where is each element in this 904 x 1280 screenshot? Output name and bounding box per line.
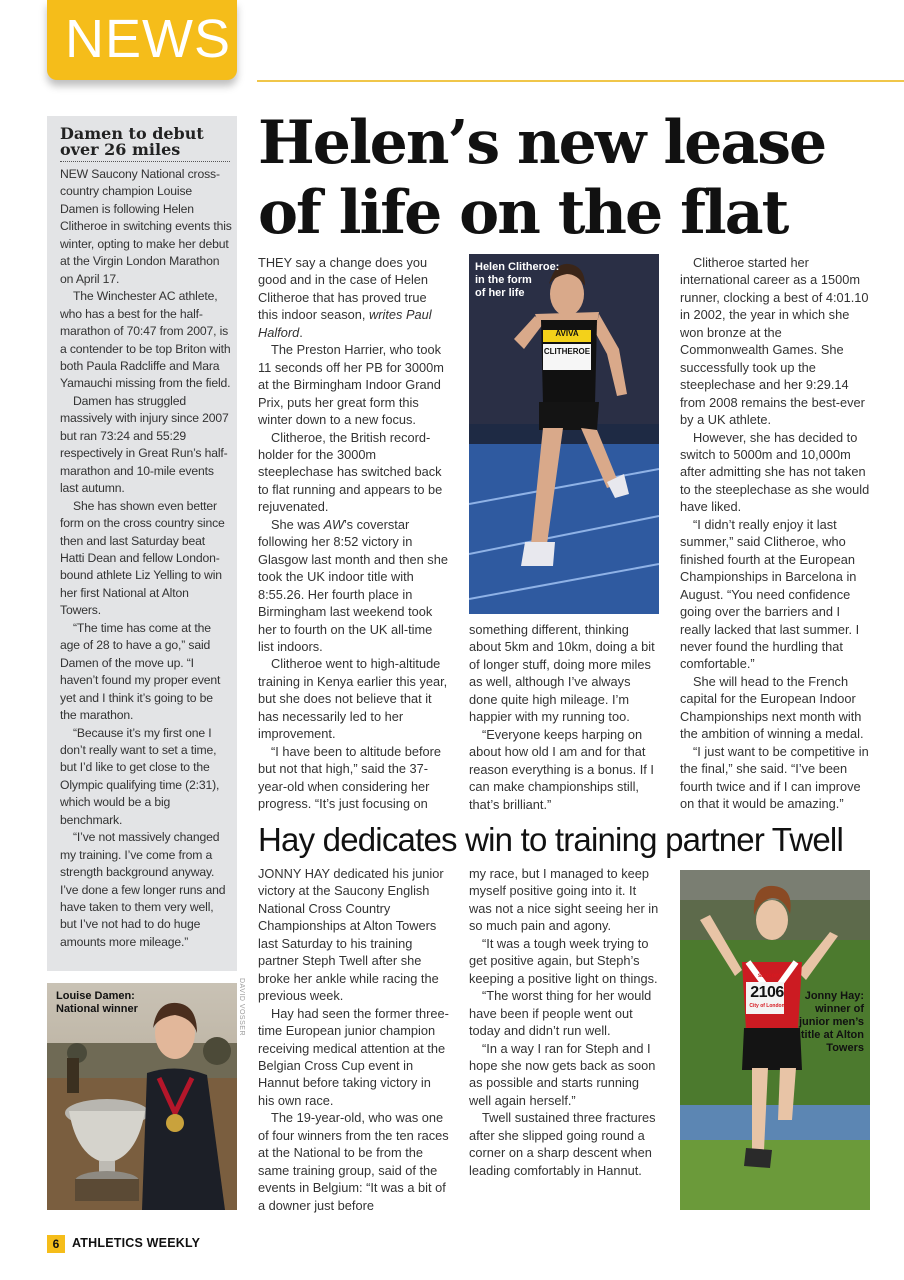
sidebar-paragraph: “The time has come at the age of 28 to have a go,” said Damen of the move up. “I haven’t found my proper event yet and I think it’s going to be the marathon. bbox=[60, 620, 221, 723]
sidebar-paragraph: She has shown even better form on the cross country since then and last Saturday beat Hatti Dean and fellow London-bound athlete Liz Yelling to win her first National at Alton Towers. bbox=[60, 498, 225, 618]
caption-line: Helen Clitheroe: bbox=[475, 261, 560, 273]
bib-name: CLITHEROE bbox=[543, 347, 591, 356]
sidebar-article bbox=[60, 166, 232, 951]
paragraph-text: THEY say a change does you good and in the case of Helen Clitheroe that has proved true this indoor season, bbox=[258, 255, 429, 323]
story2-column-1 bbox=[258, 865, 450, 1214]
article-paragraph: Clitheroe went to high-altitude training in Kenya earlier this year, but she does not believe that it has necessarily led to her improvement. bbox=[258, 656, 448, 742]
caption-line: Towers bbox=[826, 1042, 864, 1054]
clitheroe-photo bbox=[469, 254, 659, 614]
article-paragraph: JONNY HAY dedicated his junior victory at the Saucony English National Cross Country Championships at Alton Towers last Saturday to his training partner Steph Twell after she broke her ankle while racing the previous week. bbox=[258, 866, 444, 1004]
damen-photo bbox=[47, 983, 237, 1210]
article-paragraph: However, she has decided to switch to 5000m and 10,000m after admitting she has not taken to the steeplechase as she would have liked. bbox=[680, 429, 870, 515]
article-paragraph: Clitheroe started her international career as a 1500m runner, clocking a best of 4:01.10 in 2002, the year in which she won bronze at the Commonwealth Games. She successfully took up the steeplechase and her 9:29.14 from 2008 remains the best-ever by a UK athlete. bbox=[680, 255, 869, 428]
paragraph-text: She was bbox=[271, 516, 324, 532]
article-paragraph: something different, thinking about 5km and 10km, doing a bit of longer stuff, doing more miles as well, although I’ve always done quite high mileage. I’m happier with my running too. bbox=[469, 622, 655, 725]
article-paragraph: The Preston Harrier, who took 11 seconds off her PB for 3000m at the Birmingham Indoor Grand Prix, puts her great form this winter down to a new focus. bbox=[258, 342, 444, 428]
article-paragraph: THEY say a change does you good and in the case of Helen Clitheroe that has proved true this indoor season, writes Paul Halford. bbox=[258, 255, 432, 340]
photo-credit: DAVID VOSSER bbox=[238, 978, 245, 1036]
article-paragraph: She will head to the French capital for the European Indoor Championships next month with the ambition of winning a medal. bbox=[680, 673, 864, 742]
article-paragraph: “Everyone keeps harping on about how old I am and for that reason everything is a bonus. If I can make championships still, that’s brilliant.” bbox=[469, 726, 654, 812]
sidebar-paragraph: Damen has struggled massively with injury since 2007 but ran 73:24 and 55:29 respectively in Great Run’s half-marathon and 10-mile events last autumn. bbox=[60, 393, 229, 496]
article-paragraph: “I didn’t really enjoy it last summer,” said Clitheroe, who finished fourth at the European Championships in Barcelona in August. “You need confidence going over the barriers and I really lacked that last summer. I never found the hurdling that comfortable.” bbox=[680, 516, 860, 672]
story2-column-2 bbox=[469, 865, 661, 1179]
damen-caption bbox=[56, 990, 138, 1016]
caption-line: junior men’s bbox=[799, 1016, 864, 1028]
article-paragraph bbox=[258, 516, 450, 656]
sidebar-paragraph: NEW Saucony National cross-country champion Louise Damen is following Helen Clitheroe in switching events this winter, opting to make her debut at the Virgin London Marathon on April 17. bbox=[60, 167, 232, 286]
main-headline: Helen’s new lease of life on the flat bbox=[258, 108, 826, 248]
story2-headline: Hay dedicates win to training partner Twell bbox=[258, 821, 843, 858]
article-paragraph: my race, but I managed to keep myself positive going into it. It was not a nice sight seeing her in so much pain and agony. bbox=[469, 866, 659, 934]
caption-line: title at Alton bbox=[800, 1029, 864, 1041]
caption-line: Jonny Hay: bbox=[804, 990, 864, 1002]
section-label: NEWS bbox=[65, 9, 231, 69]
top-rule bbox=[257, 80, 904, 82]
hay-caption bbox=[790, 990, 864, 1055]
caption-line: National winner bbox=[56, 1003, 138, 1015]
main-column-3 bbox=[680, 254, 874, 813]
hay-bib-place: City of London bbox=[749, 1003, 785, 1009]
caption-line: in the form bbox=[475, 274, 532, 286]
sidebar-paragraph: “I’ve not massively changed my training. I’ve come from a strength background anyway. I’ve done a few longer runs and have taken to them very well, but I’ve not had to do huge amounts more mileage.” bbox=[60, 830, 226, 949]
bib-sponsor: AVIVA bbox=[555, 329, 579, 338]
sidebar-paragraph: The Winchester AC athlete, who has a best for the half-marathon of 70:47 from 2007, is a contender to be top Briton with both Paula Radcliffe and Mara Yamauchi missing from the field. bbox=[60, 289, 231, 391]
article-paragraph: “The worst thing for her would have been if people went out today and didn’t run well. bbox=[469, 988, 652, 1039]
caption-line: winner of bbox=[815, 1003, 864, 1015]
main-column-2 bbox=[469, 621, 661, 813]
article-paragraph: “I have been to altitude before but not that high,” said the 37-year-old when considering her progress. “It’s just focusing on bbox=[258, 743, 442, 812]
hay-bib-number: 2106 bbox=[750, 984, 784, 1001]
caption-line: Louise Damen: bbox=[56, 990, 135, 1002]
magazine-abbrev: AW bbox=[323, 516, 345, 532]
publication-name: ATHLETICS WEEKLY bbox=[72, 1236, 201, 1250]
article-paragraph: “It was a tough week trying to get positive again, but Steph’s keeping a positive light on things. bbox=[469, 935, 658, 986]
article-paragraph: “I just want to be competitive in the final,” she said. “I’ve been fourth twice and if I can improve on that it would be amazing.” bbox=[680, 743, 869, 812]
page-number: 6 bbox=[47, 1235, 65, 1253]
byline: writes Paul Halford bbox=[258, 307, 432, 340]
article-paragraph: The 19-year-old, who was one of four winners from the ten races at the National to be from the same training group, said of the events in Belgium: “It was a bit of a downer just before bbox=[258, 1110, 449, 1213]
caption-line: of her life bbox=[475, 287, 525, 299]
hay-bib-sponsor: saucony bbox=[757, 973, 783, 979]
sidebar-headline: Damen to debut over 26 miles bbox=[60, 126, 230, 162]
main-column-1 bbox=[258, 254, 450, 813]
article-paragraph: “In a way I ran for Steph and I hope she now gets back as soon as possible and starts running well again herself.” bbox=[469, 1040, 656, 1108]
clitheroe-caption bbox=[475, 261, 559, 300]
paragraph-text: ’s coverstar following her 8:52 victory in Glasgow last month and then she took the UK indoor title with 8:55.26. Her fourth place in Birmingham last weekend took her to fourth on the UK all-time list indoors. bbox=[258, 516, 448, 654]
sidebar-paragraph: “Because it’s my first one I don’t really want to set a time, but I’d like to get close to the Olympic qualifying time (2:31), which would be a big benchmark. bbox=[60, 725, 220, 827]
article-paragraph: Hay had seen the former three-time European junior champion receiving medical attention at the Belgian Cross Cup event in Hannut before taking victory in his own race. bbox=[258, 1005, 449, 1108]
article-paragraph: Twell sustained three fractures after she slipped going round a corner on a sharp descent when leading comfortably in Hannut. bbox=[469, 1110, 656, 1178]
section-tab bbox=[47, 0, 237, 80]
article-paragraph: Clitheroe, the British record-holder for the 3000m steeplechase has switched back to flat running and appears to be rejuvenated. bbox=[258, 429, 443, 515]
